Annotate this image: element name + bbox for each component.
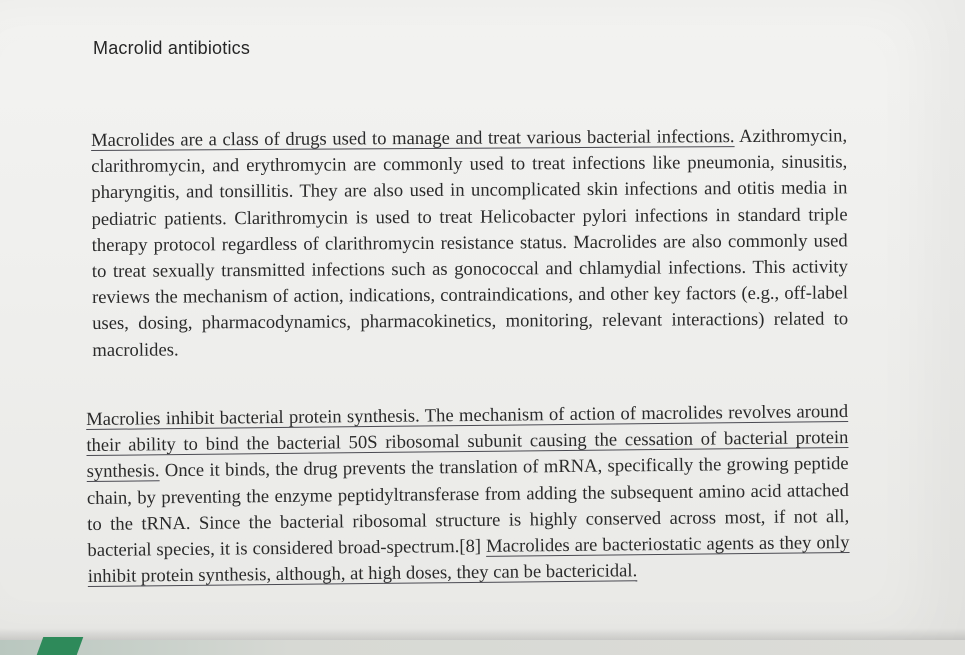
underlined-sentence: Macrolides are a class of drugs used to manage and treat various bacterial infections.: [91, 126, 735, 151]
underlined-sentence: Macrolides are bacteriostatic agents as they only inhibit protein synthesis, although, at high doses, they can be bactericidal.: [87, 532, 850, 588]
paragraph-mechanism: [86, 399, 850, 590]
paragraph-overview: [91, 123, 848, 363]
document-title: Macrolid antibiotics: [93, 38, 251, 58]
background-surface: [0, 640, 965, 655]
paragraph-text: Azithromycin, clarithromycin, and erythromycin are commonly used to treat infections like pneumonia, sinusitis, pharyngitis, and tonsillitis. They are also used in uncomplicated skin infections and otitis media in pediatric patients. Clarithromycin is used to treat Helicobacter pylori infections in standard triple therapy protocol regardless of clarithromycin resistance status. Macrolides are also commonly used to treat sexually transmitted infections such as gonococcal and chlamydial infections. This activity reviews the mechanism of action, indications, contraindications, and other key factors (e.g., off-label uses, dosing, pharmacodynamics, pharmacokinetics, monitoring, relevant interactions) related to macrolides.: [91, 125, 849, 361]
page-edge-shadow: [0, 628, 965, 640]
paragraph-text: Once it binds, the drug prevents the translation of mRNA, specifically the growing peptide chain, by preventing the enzyme peptidyltransferase from adding the subsequent amino acid attached to the tRNA. Since the bacterial ribosomal structure is highly conserved across most, if not all, bacterial species, it is considered broad-spectrum.[8]: [86, 453, 850, 562]
green-object-corner: [37, 637, 84, 655]
underlined-sentence: Macrolies inhibit bacterial protein synthesis. The mechanism of action of macrolides revolves around their ability to bind the bacterial 50S ribosomal subunit causing the cessation of bacterial protein synthesis.: [86, 401, 849, 483]
